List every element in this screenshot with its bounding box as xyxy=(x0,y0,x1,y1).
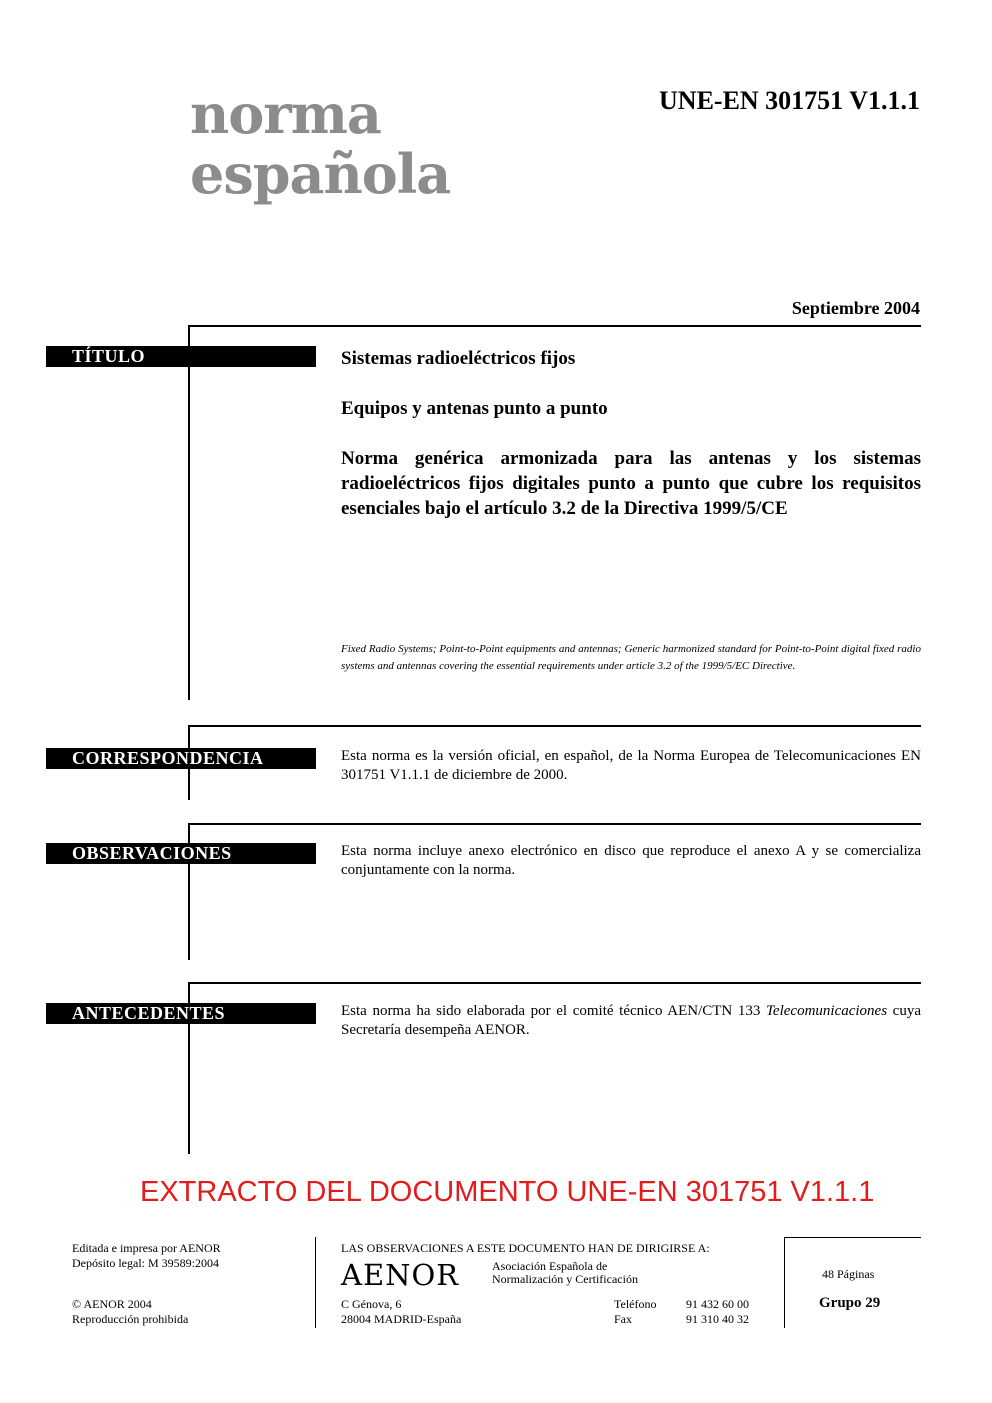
footer-contact-labels: Teléfono Fax xyxy=(614,1297,657,1326)
title-line-1: Sistemas radioeléctricos fijos xyxy=(341,348,576,369)
section-vertical-rule xyxy=(188,325,190,700)
price-group: Grupo 29 xyxy=(819,1295,881,1311)
section-divider xyxy=(188,725,921,727)
correspondencia-text: Esta norma es la versión oficial, en español, de la Norma Europea de Telecomunicaciones EN 301751 V1.1.1 de diciembre de 2000. xyxy=(341,748,921,783)
label-observaciones: OBSERVACIONES xyxy=(46,843,316,864)
footer-copyright: © AENOR 2004 Reproducción prohibida xyxy=(72,1297,189,1326)
english-title: Fixed Radio Systems; Point-to-Point equipments and antennas; Generic harmonized standard for Point-to-Point digital fixed radio systems and antennas covering the essential requirements under article 3.2 of the 1999/5/EC Directive. xyxy=(341,643,921,672)
section-divider xyxy=(188,823,921,825)
footer-box-top xyxy=(784,1237,921,1238)
aenor-association: Asociación Española de Normalización y Certificación xyxy=(492,1259,638,1286)
brand-espanola: española xyxy=(190,142,451,206)
label-titulo: TÍTULO xyxy=(46,346,316,367)
page-count: 48 Páginas xyxy=(822,1267,875,1281)
observaciones-text: Esta norma incluye anexo electrónico en disco que reproduce el anexo A y se comercializa conjuntamente con la norma. xyxy=(341,843,921,878)
standard-code: UNE-EN 301751 V1.1.1 xyxy=(659,86,920,115)
section-divider xyxy=(188,982,921,984)
footer-contact-numbers: 91 432 60 00 91 310 40 32 xyxy=(686,1297,749,1326)
footer-address: C Génova, 6 28004 MADRID-España xyxy=(341,1297,462,1326)
label-antecedentes: ANTECEDENTES xyxy=(46,1003,316,1024)
publication-date: Septiembre 2004 xyxy=(791,298,920,318)
brand-norma: norma xyxy=(190,82,381,146)
label-correspondencia: CORRESPONDENCIA xyxy=(46,748,316,769)
footer-divider-left xyxy=(315,1237,316,1328)
footer-obs-header: LAS OBSERVACIONES A ESTE DOCUMENTO HAN DE DIRIGIRSE A: xyxy=(341,1241,710,1255)
section-divider xyxy=(188,325,921,327)
antecedentes-text: Esta norma ha sido elaborada por el comité técnico AEN/CTN 133 Telecomunicaciones cuya Secretaría desempeña AENOR. xyxy=(341,1003,921,1038)
extract-watermark: EXTRACTO DEL DOCUMENTO UNE-EN 301751 V1.1.1 xyxy=(140,1176,875,1208)
title-line-3: Norma genérica armonizada para las antenas y los sistemas radioeléctricos fijos digitales punto a punto que cubre los requisitos esenciales bajo el artículo 3.2 de la Directiva 1999/5/CE xyxy=(341,448,921,519)
footer-edition: Editada e impresa por AENOR Depósito legal: M 39589:2004 xyxy=(72,1241,221,1270)
footer-divider-right xyxy=(784,1237,785,1328)
title-line-2: Equipos y antenas punto a punto xyxy=(341,398,608,419)
aenor-logo: AENOR xyxy=(341,1258,460,1292)
